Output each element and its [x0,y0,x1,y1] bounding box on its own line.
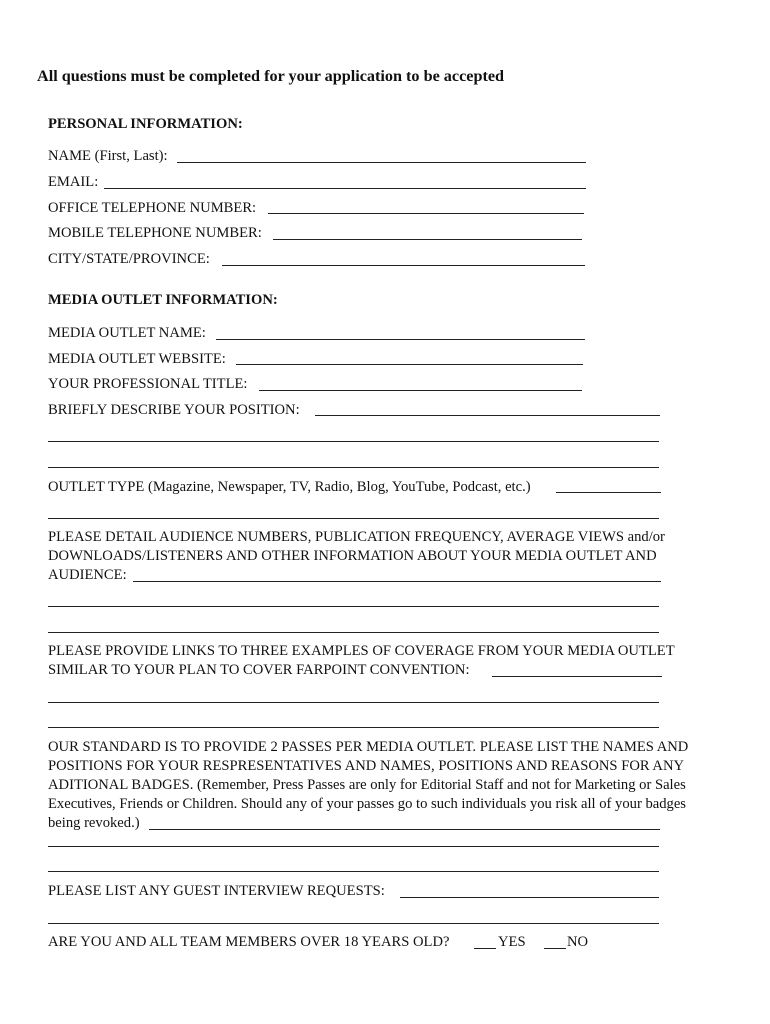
passes-line-3: ADITIONAL BADGES. (Remember, Press Passes are only for Editorial Staff and not for Marketing or Sales [48,777,686,793]
mobile-phone-label: MOBILE TELEPHONE NUMBER: [48,225,262,241]
media-heading: MEDIA OUTLET INFORMATION: [48,292,278,308]
no-blank[interactable] [544,948,566,949]
outlet-website-field[interactable] [236,364,583,365]
guest-line-2[interactable] [48,923,659,924]
professional-title-field[interactable] [259,390,582,391]
outlet-website-label: MEDIA OUTLET WEBSITE: [48,351,226,367]
passes-line-6[interactable] [48,846,659,847]
name-field[interactable] [177,162,586,163]
city-field[interactable] [222,265,585,266]
passes-line-4: Executives, Friends or Children. Should any of your passes go to such individuals you risk all of your badges [48,796,686,812]
office-phone-field[interactable] [268,213,584,214]
links-line-2: SIMILAR TO YOUR PLAN TO COVER FARPOINT CONVENTION: [48,662,470,678]
age-question: ARE YOU AND ALL TEAM MEMBERS OVER 18 YEARS OLD? [48,934,450,950]
guest-label: PLEASE LIST ANY GUEST INTERVIEW REQUESTS: [48,883,385,899]
passes-field[interactable] [149,829,660,830]
position-field[interactable] [315,415,660,416]
audience-line-2: DOWNLOADS/LISTENERS AND OTHER INFORMATION ABOUT YOUR MEDIA OUTLET AND [48,548,657,564]
position-line-2[interactable] [48,441,659,442]
outlet-type-label: OUTLET TYPE (Magazine, Newspaper, TV, Radio, Blog, YouTube, Podcast, etc.) [48,479,531,495]
mobile-phone-field[interactable] [273,239,582,240]
links-line-1: PLEASE PROVIDE LINKS TO THREE EXAMPLES OF COVERAGE FROM YOUR MEDIA OUTLET [48,643,675,659]
email-field[interactable] [104,188,586,189]
passes-line-7[interactable] [48,871,659,872]
outlet-name-field[interactable] [216,339,585,340]
links-line-3[interactable] [48,702,659,703]
position-label: BRIEFLY DESCRIBE YOUR POSITION: [48,402,300,418]
audience-field[interactable] [133,581,661,582]
outlet-type-field[interactable] [556,492,661,493]
yes-label: YES [498,934,526,950]
form-title: All questions must be completed for your application to be accepted [37,67,505,85]
links-field[interactable] [492,676,662,677]
no-label: NO [567,934,589,950]
position-line-3[interactable] [48,467,659,468]
city-label: CITY/STATE/PROVINCE: [48,251,210,267]
outlet-name-label: MEDIA OUTLET NAME: [48,325,206,341]
audience-line-5[interactable] [48,632,659,633]
yes-blank[interactable] [474,948,496,949]
audience-line-4[interactable] [48,606,659,607]
office-phone-label: OFFICE TELEPHONE NUMBER: [48,200,257,216]
guest-field[interactable] [400,897,659,898]
email-label: EMAIL: [48,174,99,190]
passes-line-1: OUR STANDARD IS TO PROVIDE 2 PASSES PER MEDIA OUTLET. PLEASE LIST THE NAMES AND [48,739,689,755]
name-label: NAME (First, Last): [48,148,168,164]
outlet-type-line-2[interactable] [48,518,659,519]
passes-line-2: POSITIONS FOR YOUR RESPRESENTATIVES AND NAMES, POSITIONS AND REASONS FOR ANY [48,758,685,774]
professional-title-label: YOUR PROFESSIONAL TITLE: [48,376,248,392]
links-line-4[interactable] [48,727,659,728]
audience-line-3: AUDIENCE: [48,567,127,583]
passes-line-5: being revoked.) [48,815,140,831]
audience-line-1: PLEASE DETAIL AUDIENCE NUMBERS, PUBLICATION FREQUENCY, AVERAGE VIEWS and/or [48,529,665,545]
personal-heading: PERSONAL INFORMATION: [48,116,243,132]
